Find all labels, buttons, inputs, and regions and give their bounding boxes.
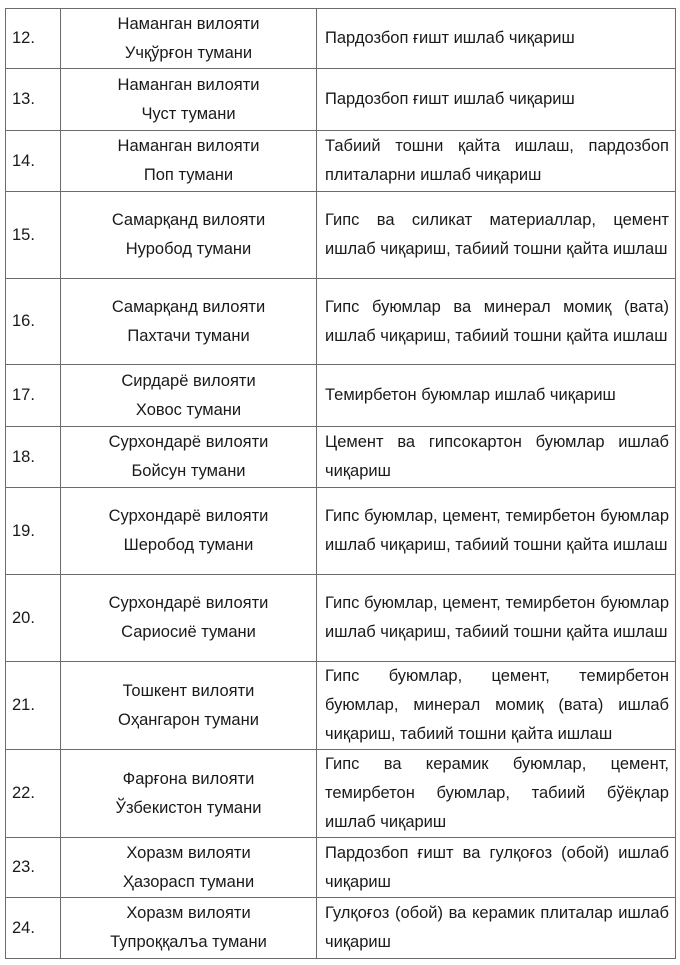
- location-cell: [61, 838, 317, 898]
- table-row: [6, 279, 676, 365]
- location-cell: [61, 898, 317, 959]
- region-name: Сирдарё вилояти: [121, 371, 256, 390]
- location-cell: [61, 750, 317, 838]
- table-row: [6, 9, 676, 69]
- activity-cell: Гипс ва керамик буюмлар, цемент, темирбетон буюмлар, табиий бўёқлар ишлаб чиқариш: [317, 750, 676, 838]
- region-name: Наманган вилояти: [117, 75, 260, 94]
- district-name: Бойсун тумани: [131, 462, 246, 480]
- activity-cell: Гипс ва силикат материаллар, цемент ишлаб чиқариш, табиий тошни қайта ишлаш: [317, 192, 676, 279]
- row-number: 18.: [6, 427, 61, 488]
- table-row: [6, 898, 676, 959]
- activity-cell: Гулқоғоз (обой) ва керамик плиталар ишлаб чиқариш: [317, 898, 676, 959]
- district-name: Поп тумани: [143, 166, 234, 184]
- region-name: Тошкент вилояти: [122, 681, 255, 700]
- location-cell: [61, 427, 317, 488]
- district-name: Ўзбекистон тумани: [115, 798, 262, 817]
- table-row: [6, 131, 676, 192]
- activity-cell: Гипс буюмлар, цемент, темирбетон буюмлар, минерал момиқ (вата) ишлаб чиқариш, табиий тошни қайта ишлаш: [317, 662, 676, 750]
- region-name: Наманган вилояти: [117, 137, 260, 155]
- district-name: Ховос тумани: [135, 400, 242, 419]
- activity-cell: Табиий тошни қайта ишлаш, пардозбоп плиталарни ишлаб чиқариш: [317, 131, 676, 192]
- district-name: Нуробод тумани: [125, 240, 252, 258]
- row-number: 13.: [6, 69, 61, 131]
- region-name: Сурхондарё вилояти: [108, 507, 269, 525]
- activity-cell: Гипс буюмлар, цемент, темирбетон буюмлар ишлаб чиқариш, табиий тошни қайта ишлаш: [317, 488, 676, 575]
- activity-cell: Гипс буюмлар ва минерал момиқ (вата) ишлаб чиқариш, табиий тошни қайта ишлаш: [317, 279, 676, 365]
- location-cell: [61, 575, 317, 662]
- district-name: Оҳангарон тумани: [118, 710, 259, 729]
- row-number: 12.: [6, 9, 61, 69]
- location-cell: [61, 9, 317, 69]
- location-cell: [61, 365, 317, 427]
- location-cell: [61, 662, 317, 750]
- table-row: [6, 365, 676, 427]
- table-row: [6, 838, 676, 898]
- row-number: 16.: [6, 279, 61, 365]
- activity-cell: Пардозбоп ғишт ишлаб чиқариш: [317, 9, 676, 69]
- table-row: [6, 750, 676, 838]
- table-row: [6, 488, 676, 575]
- row-number: 23.: [6, 838, 61, 898]
- location-cell: [61, 488, 317, 575]
- activity-cell: Цемент ва гипсокартон буюмлар ишлаб чиқариш: [317, 427, 676, 488]
- location-cell: [61, 279, 317, 365]
- row-number: 17.: [6, 365, 61, 427]
- region-name: Наманган вилояти: [117, 14, 260, 33]
- table-row: [6, 575, 676, 662]
- table-row: [6, 192, 676, 279]
- row-number: 14.: [6, 131, 61, 192]
- location-cell: [61, 131, 317, 192]
- region-name: Самарқанд вилояти: [111, 211, 266, 229]
- row-number: 15.: [6, 192, 61, 279]
- activity-cell: Темирбетон буюмлар ишлаб чиқариш: [317, 365, 676, 427]
- table-row: [6, 69, 676, 131]
- table-row: [6, 427, 676, 488]
- region-name: Сурхондарё вилояти: [108, 594, 269, 612]
- row-number: 24.: [6, 898, 61, 959]
- row-number: 20.: [6, 575, 61, 662]
- district-name: Ҳазорасп тумани: [122, 872, 255, 891]
- district-name: Шеробод тумани: [123, 536, 254, 554]
- location-cell: [61, 69, 317, 131]
- district-name: Пахтачи тумани: [127, 326, 250, 345]
- row-number: 22.: [6, 750, 61, 838]
- district-name: Тупроққалъа тумани: [110, 933, 267, 951]
- district-name: Чуст тумани: [141, 104, 236, 123]
- table-row: [6, 662, 676, 750]
- activity-cell: Пардозбоп ғишт ва гулқоғоз (обой) ишлаб чиқариш: [317, 838, 676, 898]
- region-name: Сурхондарё вилояти: [108, 433, 269, 451]
- regions-table: [5, 8, 676, 959]
- region-name: Фарғона вилояти: [122, 769, 255, 788]
- row-number: 21.: [6, 662, 61, 750]
- row-number: 19.: [6, 488, 61, 575]
- district-name: Сариосиё тумани: [121, 623, 256, 641]
- region-name: Хоразм вилояти: [126, 904, 251, 922]
- activity-cell: Пардозбоп ғишт ишлаб чиқариш: [317, 69, 676, 131]
- region-name: Хоразм вилояти: [126, 843, 251, 862]
- district-name: Учқўрғон тумани: [124, 43, 253, 62]
- activity-cell: Гипс буюмлар, цемент, темирбетон буюмлар ишлаб чиқариш, табиий тошни қайта ишлаш: [317, 575, 676, 662]
- region-name: Самарқанд вилояти: [111, 297, 266, 316]
- location-cell: [61, 192, 317, 279]
